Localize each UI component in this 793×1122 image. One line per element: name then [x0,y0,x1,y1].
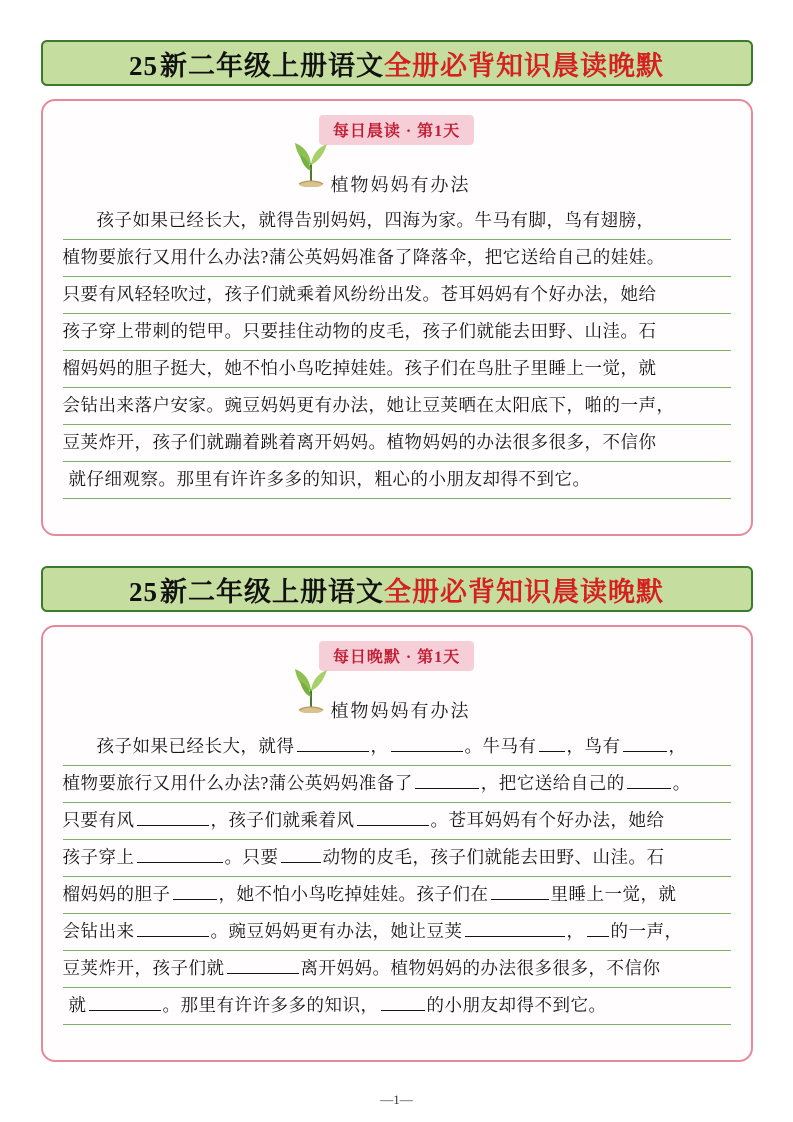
sprout-icon [291,141,331,187]
section-banner-1 [41,40,753,86]
status-badge: 每日晚默 · 第1天 [319,641,474,671]
blank-field[interactable] [137,808,209,826]
text-line: 只要有风轻轻吹过，孩子们就乘着风纷纷出发。苍耳妈妈有个好办法，她给 [63,277,731,314]
fill-text: 会钻出来 [62,921,135,941]
fill-line [63,951,731,988]
fill-text: ，孩子们就乘着风 [210,810,355,830]
text-line: 孩子穿上带刺的铠甲。只要挂住动物的皮毛，孩子们就能去田野、山洼。石 [63,314,731,351]
lesson-title: 植物妈妈有办法 [330,175,471,195]
blank-field[interactable] [297,734,369,752]
fill-text: 动物的皮毛，孩子们就能去田野、山洼。石 [322,847,665,867]
text-line: 孩子如果已经长大，就得告别妈妈，四海为家。牛马有脚，鸟有翅膀， [63,203,731,240]
blank-field[interactable] [281,845,321,863]
fill-line [63,729,731,766]
reading-card [41,99,753,536]
dictation-text-body [63,729,731,1025]
fill-text: 离开妈妈。植物妈妈的办法很多很多，不信你 [300,958,661,978]
banner-number: 25 [129,576,158,607]
badge-container-2 [63,641,731,671]
status-badge: 每日晨读 · 第1天 [319,115,474,145]
text-line: 植物要旅行又用什么办法?蒲公英妈妈准备了降落伞，把它送给自己的娃娃。 [63,240,731,277]
fill-text: ， [370,736,389,756]
fill-text: 。牛马有 [464,736,537,756]
sprout-icon [291,667,331,713]
fill-text: ， [566,921,585,941]
fill-line [63,766,731,803]
fill-text: ， [668,736,687,756]
dictation-card [41,625,753,1062]
lesson-title-row-2 [63,673,731,725]
fill-text: 。 [672,773,691,793]
blank-field[interactable] [465,919,565,937]
blank-field[interactable] [587,919,609,937]
fill-text: 。苍耳妈妈有个好办法，她给 [430,810,665,830]
fill-text: 只要有风 [62,810,135,830]
page-number: —1— [380,1092,413,1107]
blank-field[interactable] [137,845,223,863]
banner-number: 25 [129,50,158,81]
fill-text: 。只要 [224,847,279,867]
blank-field[interactable] [173,882,217,900]
banner-text-1 [129,44,664,83]
lesson-title-row-1 [63,147,731,199]
banner-red-text: 全册必背知识晨读晚默 [384,576,664,607]
blank-field[interactable] [539,734,565,752]
fill-text: 就 [68,995,87,1015]
fill-text: 的一声， [610,921,683,941]
fill-text: 里睡上一觉，就 [550,884,677,904]
fill-text: 孩子穿上 [62,847,135,867]
banner-red-text: 全册必背知识晨读晚默 [384,50,664,81]
fill-text: ，把它送给自己的 [480,773,625,793]
fill-text: ，她不怕小鸟吃掉娃娃。孩子们在 [218,884,489,904]
fill-line [63,988,731,1025]
section-gap [38,536,755,566]
fill-text: 孩子如果已经长大，就得 [96,736,295,756]
fill-text: 豆荚炸开，孩子们就 [62,958,225,978]
reading-text-body [63,203,731,499]
fill-text: 榴妈妈的胆子 [62,884,171,904]
blank-field[interactable] [357,808,429,826]
fill-line [63,914,731,951]
lesson-title: 植物妈妈有办法 [330,701,471,721]
blank-field[interactable] [491,882,549,900]
blank-field[interactable] [137,919,209,937]
section-banner-2 [41,566,753,612]
text-line: 就仔细观察。那里有许许多多的知识，粗心的小朋友却得不到它。 [63,462,731,499]
fill-text: 。那里有许许多多的知识， [162,995,379,1015]
blank-field[interactable] [391,734,463,752]
blank-field[interactable] [89,993,161,1011]
fill-text: 植物要旅行又用什么办法?蒲公英妈妈准备了 [62,773,413,793]
text-line: 榴妈妈的胆子挺大，她不怕小鸟吃掉娃娃。孩子们在鸟肚子里睡上一觉，就 [63,351,731,388]
banner-dark-text: 新二年级上册语文 [160,50,384,81]
text-line: 豆荚炸开，孩子们就蹦着跳着离开妈妈。植物妈妈的办法很多很多，不信你 [63,425,731,462]
fill-line [63,803,731,840]
blank-field[interactable] [623,734,667,752]
fill-line [63,877,731,914]
banner-text-2 [129,570,664,609]
badge-container-1 [63,115,731,145]
blank-field[interactable] [381,993,425,1011]
fill-text: 。豌豆妈妈更有办法，她让豆荚 [210,921,463,941]
blank-field[interactable] [627,771,671,789]
banner-dark-text: 新二年级上册语文 [160,576,384,607]
text-line: 会钻出来落户安家。豌豆妈妈更有办法，她让豆荚晒在太阳底下，啪的一声， [63,388,731,425]
fill-text: ，鸟有 [566,736,621,756]
fill-text: 的小朋友却得不到它。 [426,995,607,1015]
fill-line [63,840,731,877]
blank-field[interactable] [227,956,299,974]
blank-field[interactable] [415,771,479,789]
